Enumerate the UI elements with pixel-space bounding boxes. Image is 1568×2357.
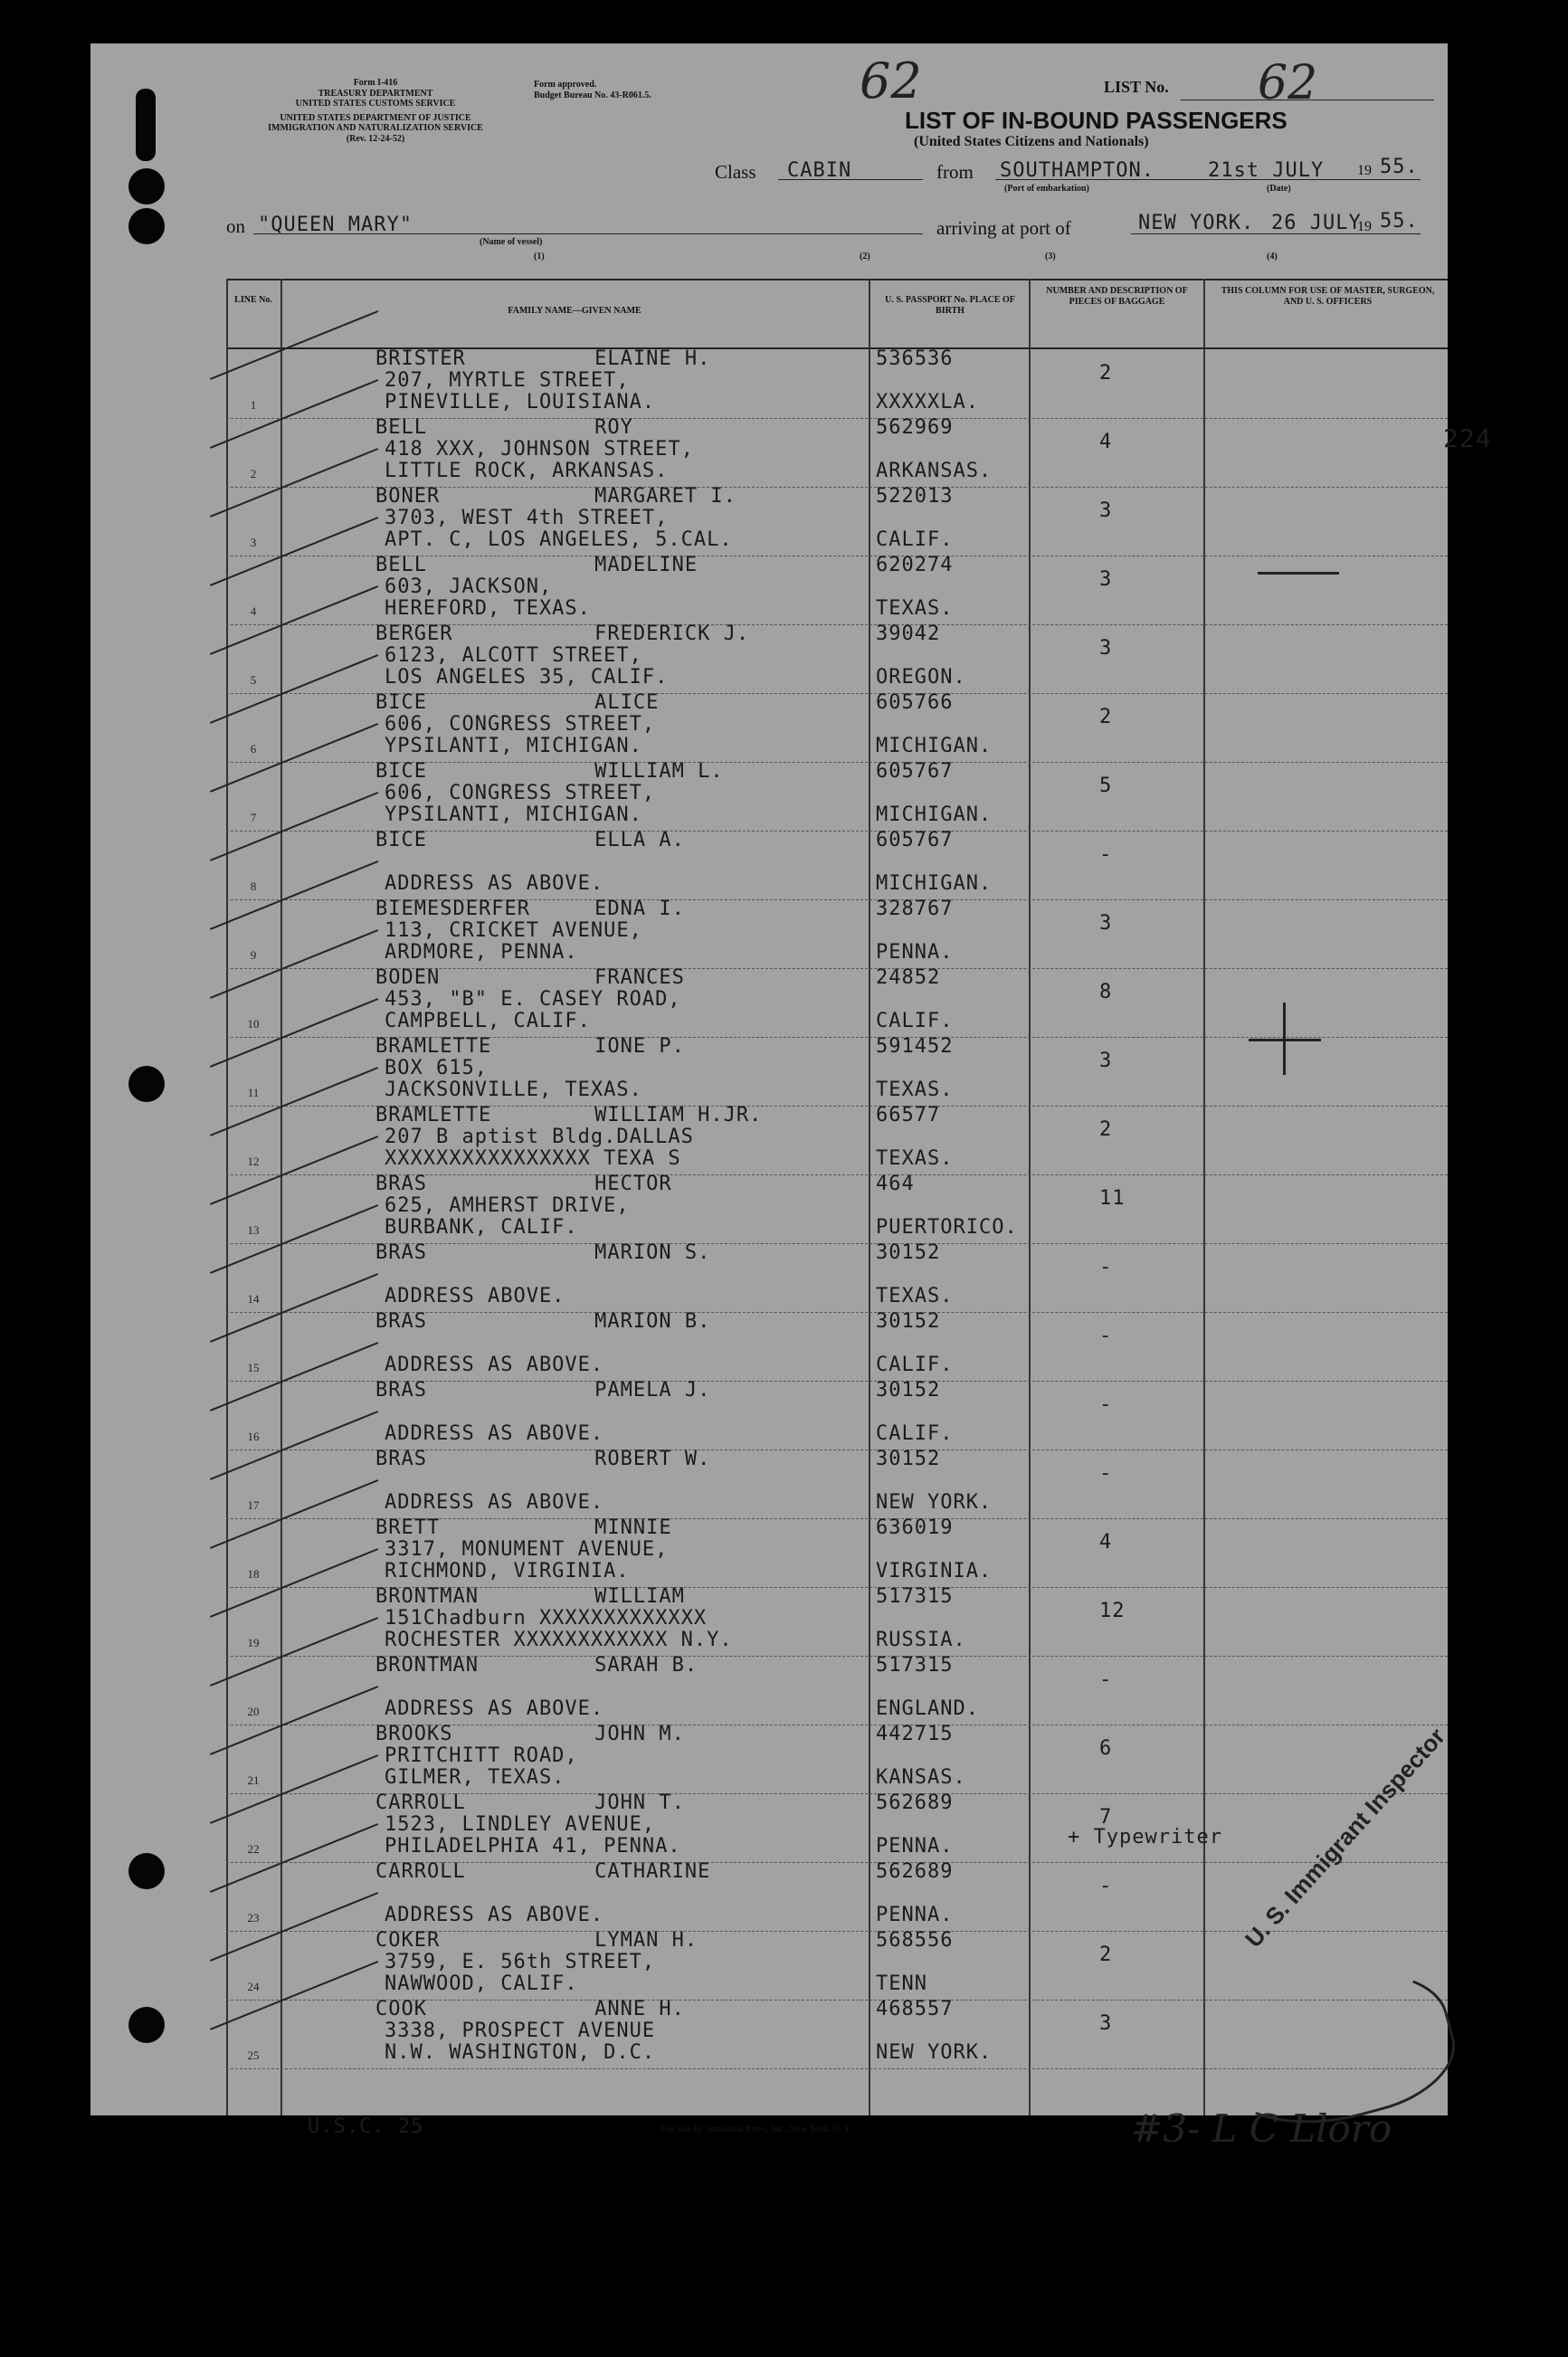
passport-number: 464	[876, 1173, 915, 1195]
from-label: from	[936, 161, 974, 183]
line-number: 2	[250, 467, 257, 480]
document-subtitle: (United States Citizens and Nationals)	[914, 134, 1149, 149]
col-num-3: (3)	[1045, 252, 1056, 261]
address-line-2: CAMPBELL, CALIF.	[385, 1010, 591, 1032]
arrival-date: 26 JULY	[1271, 212, 1362, 234]
list-number: 62	[1258, 56, 1318, 110]
address-line-1: 151Chadburn XXXXXXXXXXXXX	[385, 1607, 708, 1630]
header-passport: U. S. PASSPORT No. PLACE OF BIRTH	[885, 295, 1015, 316]
class-label: Class	[715, 161, 756, 183]
address-line-2: LITTLE ROCK, ARKANSAS.	[385, 460, 669, 482]
table-row	[226, 1516, 1448, 1589]
line-number: 18	[247, 1567, 260, 1581]
passenger-name: BRAS ROBERT W.	[375, 1448, 711, 1470]
place-of-birth: TEXAS.	[876, 1285, 954, 1307]
passport-number: 30152	[876, 1310, 941, 1333]
col-num-1: (1)	[534, 252, 545, 261]
baggage-count: -	[1099, 1668, 1113, 1691]
baggage-count: 4	[1099, 1531, 1113, 1554]
year-prefix-2: 19	[1357, 219, 1372, 234]
officer-dash-mark	[1258, 572, 1339, 575]
baggage-count: 12	[1099, 1600, 1126, 1622]
table-row	[226, 347, 1448, 420]
customs-service: UNITED STATES CUSTOMS SERVICE	[295, 99, 456, 109]
line-number: 16	[247, 1430, 260, 1443]
passenger-name: BODEN FRANCES	[375, 966, 685, 989]
address-line-1: 3317, MONUMENT AVENUE,	[385, 1538, 669, 1561]
passenger-name: BRAS PAMELA J.	[375, 1379, 711, 1402]
line-number: 15	[247, 1361, 260, 1374]
officer-note-224: 224	[1443, 423, 1492, 453]
handwritten-number: 62	[860, 52, 922, 109]
place-of-birth: PUERTORICO.	[876, 1216, 1018, 1239]
line-number: 1	[250, 398, 257, 412]
baggage-count: 2	[1099, 706, 1113, 728]
address-line-2: ADDRESS AS ABOVE.	[385, 872, 604, 895]
place-of-birth: RUSSIA.	[876, 1629, 966, 1651]
address-line-2: PINEVILLE, LOUISIANA.	[385, 391, 656, 413]
passport-number: 522013	[876, 485, 954, 508]
table-row	[226, 416, 1448, 489]
vessel-underline	[253, 233, 923, 234]
baggage-count: -	[1099, 1462, 1113, 1485]
passport-number: 536536	[876, 347, 954, 370]
line-number: 3	[250, 536, 257, 549]
place-of-birth: XXXXXLA.	[876, 391, 979, 413]
address-line-1: PRITCHITT ROAD,	[385, 1744, 578, 1767]
arrival-port: NEW YORK.	[1138, 212, 1255, 234]
line-number: 5	[250, 673, 257, 687]
passport-number: 24852	[876, 966, 941, 989]
table-row	[226, 623, 1448, 695]
place-of-birth: TEXAS.	[876, 1147, 954, 1170]
inspector-signature: #3- L C Lloro	[1131, 2106, 1392, 2151]
address-line-2: APT. C, LOS ANGELES, 5.CAL.	[385, 528, 733, 551]
line-number: 6	[250, 742, 257, 756]
address-line-1: 3759, E. 56th STREET,	[385, 1951, 656, 1973]
table-row	[226, 1310, 1448, 1383]
address-line-1: 453, "B" E. CASEY ROAD,	[385, 988, 681, 1011]
table-row	[226, 1585, 1448, 1658]
address-line-1: 603, JACKSON,	[385, 575, 553, 598]
baggage-count: 4	[1099, 431, 1113, 453]
passenger-name: BRONTMAN WILLIAM	[375, 1585, 685, 1608]
address-line-2: ROCHESTER XXXXXXXXXXXX N.Y.	[385, 1629, 733, 1651]
baggage-count: 8	[1099, 981, 1113, 1003]
table-row	[226, 760, 1448, 832]
place-of-birth: TENN	[876, 1972, 927, 1995]
place-of-birth: ARKANSAS.	[876, 460, 993, 482]
passenger-name: BRAS MARION S.	[375, 1241, 711, 1264]
table-row	[226, 1792, 1448, 1864]
address-line-1: 1523, LINDLEY AVENUE,	[385, 1813, 656, 1836]
vessel-caption: (Name of vessel)	[480, 237, 543, 247]
table-row	[226, 485, 1448, 557]
binder-hole	[128, 208, 165, 244]
table-row	[226, 1173, 1448, 1245]
list-label: LIST No.	[1104, 78, 1169, 96]
place-of-birth: OREGON.	[876, 666, 966, 689]
passport-number: 39042	[876, 623, 941, 645]
address-line-1: 606, CONGRESS STREET,	[385, 713, 656, 736]
place-of-birth: NEW YORK.	[876, 2041, 993, 2064]
approval-block	[534, 80, 688, 100]
header-line-no: LINE No.	[234, 295, 272, 305]
baggage-count: 3	[1099, 499, 1113, 522]
embarkation-date: 21st JULY	[1208, 159, 1325, 182]
address-line-2: ADDRESS AS ABOVE.	[385, 1904, 604, 1926]
passport-number: 605767	[876, 760, 954, 783]
department-block	[226, 78, 525, 144]
address-line-2: ADDRESS AS ABOVE.	[385, 1697, 604, 1720]
year-prefix-1: 19	[1357, 163, 1372, 178]
address-line-2: BURBANK, CALIF.	[385, 1216, 578, 1239]
col-num-4: (4)	[1267, 252, 1278, 261]
header-baggage: NUMBER AND DESCRIPTION OF PIECES OF BAGGAGE	[1046, 286, 1188, 307]
address-line-2: HEREFORD, TEXAS.	[385, 597, 591, 620]
budget-bureau: Budget Bureau No. 43-R061.5.	[534, 90, 651, 100]
place-of-birth: TEXAS.	[876, 1079, 954, 1101]
place-of-birth: PENNA.	[876, 941, 954, 964]
binder-hole	[128, 1853, 165, 1889]
line-number: 12	[247, 1155, 260, 1168]
baggage-count: 5	[1099, 775, 1113, 797]
passport-number: 442715	[876, 1723, 954, 1745]
manifest-page	[90, 43, 1492, 2151]
passenger-name: BROOKS JOHN M.	[375, 1723, 685, 1745]
passenger-name: BRISTER ELAINE H.	[375, 347, 711, 370]
passport-number: 605766	[876, 691, 954, 714]
passenger-name: BRONTMAN SARAH B.	[375, 1654, 698, 1677]
address-line-2: ADDRESS AS ABOVE.	[385, 1354, 604, 1376]
passenger-name: BIEMESDERFER EDNA I.	[375, 898, 685, 920]
table-row	[226, 1448, 1448, 1520]
binder-hole	[128, 168, 165, 204]
baggage-count: 3	[1099, 912, 1113, 935]
passenger-name: BERGER FREDERICK J.	[375, 623, 750, 645]
table-row	[226, 691, 1448, 764]
arrival-underline	[1131, 233, 1421, 234]
address-line-1: 625, AMHERST DRIVE,	[385, 1194, 630, 1217]
passport-number: 30152	[876, 1379, 941, 1402]
passenger-name: BRAS MARION B.	[375, 1310, 711, 1333]
passenger-name: BELL MADELINE	[375, 554, 698, 576]
address-line-1: 606, CONGRESS STREET,	[385, 782, 656, 804]
table-row	[226, 1104, 1448, 1176]
passenger-name: COOK ANNE H.	[375, 1998, 685, 2020]
line-number: 17	[247, 1498, 260, 1512]
line-number: 23	[247, 1911, 260, 1925]
address-line-2: YPSILANTI, MICHIGAN.	[385, 803, 642, 826]
line-number: 24	[247, 1980, 260, 1993]
address-line-2: ARDMORE, PENNA.	[385, 941, 578, 964]
year-suffix-1: 55.	[1380, 156, 1419, 178]
line-number: 21	[247, 1773, 260, 1787]
address-line-2: NAWWOOD, CALIF.	[385, 1972, 578, 1995]
passenger-name: BICE ELLA A.	[375, 829, 685, 851]
baggage-count: 2	[1099, 1944, 1113, 1966]
baggage-count: 3	[1099, 1050, 1113, 1072]
binder-hole	[128, 2007, 165, 2043]
table-row	[226, 554, 1448, 626]
form-number: Form I-416	[353, 78, 398, 88]
revision-date: (Rev. 12-24-52)	[346, 133, 405, 144]
place-of-birth: NEW YORK.	[876, 1491, 993, 1514]
table-row	[226, 1379, 1448, 1451]
line-number: 7	[250, 811, 257, 824]
line-number: 10	[247, 1017, 260, 1031]
place-of-birth: MICHIGAN.	[876, 735, 993, 757]
place-of-birth: PENNA.	[876, 1904, 954, 1926]
place-of-birth: MICHIGAN.	[876, 803, 993, 826]
address-line-1: 418 XXX, JOHNSON STREET,	[385, 438, 694, 461]
class-underline	[778, 179, 923, 180]
place-of-birth: TEXAS.	[876, 597, 954, 620]
passport-number: 568556	[876, 1929, 954, 1952]
table-row	[226, 1654, 1448, 1726]
passport-number: 66577	[876, 1104, 941, 1126]
table-row	[226, 829, 1448, 901]
form-approved: Form approved.	[534, 80, 597, 90]
line-number: 11	[247, 1086, 260, 1099]
baggage-count: 3	[1099, 637, 1113, 660]
binder-hole	[128, 1066, 165, 1102]
passport-number: 517315	[876, 1654, 954, 1677]
document-title: LIST OF IN-BOUND PASSENGERS	[905, 107, 1288, 134]
place-of-birth: CALIF.	[876, 528, 954, 551]
address-line-2: LOS ANGELES 35, CALIF.	[385, 666, 669, 689]
check-mark	[210, 310, 378, 380]
table-row	[226, 1035, 1448, 1107]
address-line-1: 6123, ALCOTT STREET,	[385, 644, 642, 667]
baggage-count: -	[1099, 1393, 1113, 1416]
passenger-name: BRETT MINNIE	[375, 1516, 672, 1539]
typewriter-note: + Typewriter	[1068, 1826, 1222, 1849]
passport-number: 620274	[876, 554, 954, 576]
address-line-2: JACKSONVILLE, TEXAS.	[385, 1079, 642, 1101]
passenger-name: COKER LYMAN H.	[375, 1929, 698, 1952]
address-line-1: BOX 615,	[385, 1057, 488, 1079]
binder-slot	[136, 89, 156, 161]
place-of-birth: CALIF.	[876, 1010, 954, 1032]
address-line-1: 3338, PROSPECT AVENUE	[385, 2020, 656, 2042]
passport-number: 328767	[876, 898, 954, 920]
officer-cross-v	[1283, 1003, 1286, 1075]
address-line-1: 207 B aptist Bldg.DALLAS	[385, 1126, 694, 1148]
baggage-count: 2	[1099, 1118, 1113, 1141]
passport-number: 468557	[876, 1998, 954, 2020]
address-line-2: RICHMOND, VIRGINIA.	[385, 1560, 630, 1582]
line-number: 13	[247, 1223, 260, 1237]
line-number: 8	[250, 879, 257, 893]
table-row	[226, 898, 1448, 970]
address-line-1: 207, MYRTLE STREET,	[385, 369, 630, 392]
class-value: CABIN	[787, 159, 852, 182]
address-line-1: 3703, WEST 4th STREET,	[385, 507, 669, 529]
baggage-count: -	[1099, 1875, 1113, 1897]
line-number: 25	[247, 2048, 260, 2062]
line-number: 14	[247, 1292, 260, 1306]
passport-number: 562969	[876, 416, 954, 439]
port-caption: (Port of embarkation)	[1004, 184, 1089, 194]
address-line-2: ADDRESS AS ABOVE.	[385, 1422, 604, 1445]
year-suffix-2: 55.	[1380, 210, 1419, 233]
place-of-birth: ENGLAND.	[876, 1697, 979, 1720]
place-of-birth: VIRGINIA.	[876, 1560, 993, 1582]
passport-number: 605767	[876, 829, 954, 851]
table-top-rule	[226, 279, 1448, 280]
col-num-2: (2)	[860, 252, 870, 261]
passenger-name: CARROLL JOHN T.	[375, 1792, 685, 1814]
form-code: U.S.C. 25	[308, 2115, 424, 2138]
passport-number: 562689	[876, 1860, 954, 1883]
address-line-2: PHILADELPHIA 41, PENNA.	[385, 1835, 681, 1858]
arriving-label: arriving at port of	[936, 217, 1071, 239]
header-officers: THIS COLUMN FOR USE OF MASTER, SURGEON, AND U. S. OFFICERS	[1221, 286, 1435, 307]
passport-number: 562689	[876, 1792, 954, 1814]
place-of-birth: CALIF.	[876, 1354, 954, 1376]
passenger-name: BRAMLETTE WILLIAM H.JR.	[375, 1104, 763, 1126]
passenger-name: BRAS HECTOR	[375, 1173, 672, 1195]
baggage-count: 3	[1099, 568, 1113, 591]
ins-service: IMMIGRATION AND NATURALIZATION SERVICE	[268, 123, 483, 133]
inspector-stamp: U. S. Immigrant Inspector	[1240, 1722, 1451, 1953]
place-of-birth: MICHIGAN.	[876, 872, 993, 895]
passenger-name: BONER MARGARET I.	[375, 485, 736, 508]
table-row	[226, 1723, 1448, 1795]
place-of-birth: PENNA.	[876, 1835, 954, 1858]
passenger-name: CARROLL CATHARINE	[375, 1860, 711, 1883]
passport-number: 591452	[876, 1035, 954, 1058]
baggage-count: -	[1099, 843, 1113, 866]
passenger-name: BICE ALICE	[375, 691, 660, 714]
address-line-2: ADDRESS ABOVE.	[385, 1285, 565, 1307]
baggage-count: -	[1099, 1325, 1113, 1347]
place-of-birth: KANSAS.	[876, 1766, 966, 1789]
treasury-dept: TREASURY DEPARTMENT	[318, 88, 433, 99]
justice-dept: UNITED STATES DEPARTMENT OF JUSTICE	[280, 112, 471, 123]
printer-footer: For sale by Statistical Press, Inc., New York, N. Y.	[660, 2124, 852, 2134]
baggage-count: -	[1099, 1256, 1113, 1278]
address-line-2: XXXXXXXXXXXXXXXX TEXA S	[385, 1147, 681, 1170]
line-number: 19	[247, 1636, 260, 1649]
baggage-count: 2	[1099, 362, 1113, 385]
baggage-count: 7	[1099, 1806, 1113, 1829]
on-label: on	[226, 215, 245, 237]
line-number: 22	[247, 1842, 260, 1856]
address-line-1: 113, CRICKET AVENUE,	[385, 919, 642, 942]
line-number: 9	[250, 948, 257, 962]
table-row	[226, 966, 1448, 1039]
vessel-name: "QUEEN MARY"	[258, 214, 413, 236]
place-of-birth: CALIF.	[876, 1422, 954, 1445]
passenger-name: BELL ROY	[375, 416, 633, 439]
baggage-count: 6	[1099, 1737, 1113, 1760]
passport-number: 30152	[876, 1241, 941, 1264]
embarkation-port: SOUTHAMPTON.	[1000, 159, 1155, 182]
address-line-2: N.W. WASHINGTON, D.C.	[385, 2041, 656, 2064]
address-line-2: ADDRESS AS ABOVE.	[385, 1491, 604, 1514]
line-number: 4	[250, 604, 257, 618]
passport-number: 517315	[876, 1585, 954, 1608]
header-name: FAMILY NAME—GIVEN NAME	[508, 306, 641, 316]
address-line-2: YPSILANTI, MICHIGAN.	[385, 735, 642, 757]
passport-number: 30152	[876, 1448, 941, 1470]
table-row	[226, 1241, 1448, 1314]
address-line-2: GILMER, TEXAS.	[385, 1766, 565, 1789]
passport-number: 636019	[876, 1516, 954, 1539]
date-caption: (Date)	[1267, 184, 1291, 194]
line-number: 20	[247, 1705, 260, 1718]
baggage-count: 11	[1099, 1187, 1126, 1210]
passenger-name: BICE WILLIAM L.	[375, 760, 724, 783]
passenger-name: BRAMLETTE IONE P.	[375, 1035, 685, 1058]
baggage-count: 3	[1099, 2012, 1113, 2035]
